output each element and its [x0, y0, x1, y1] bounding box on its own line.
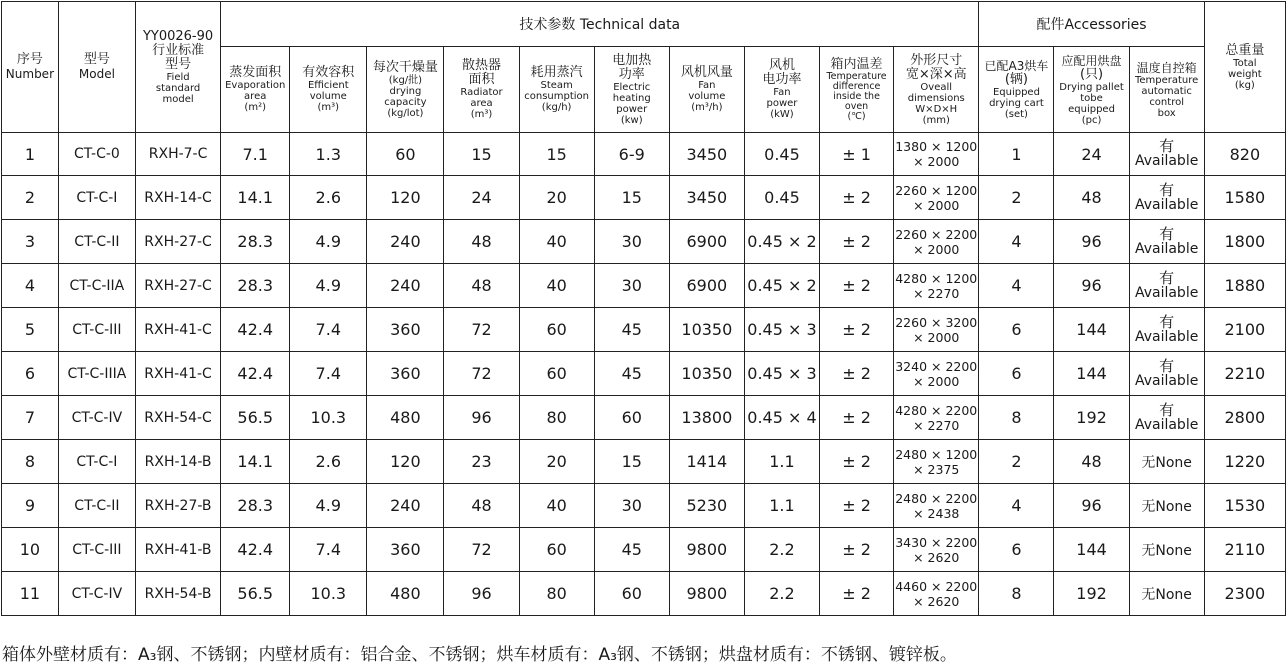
dimension-line-2: × 2000 — [913, 373, 960, 389]
row-control-box — [1129, 484, 1204, 528]
row-drying-pallet: 144 — [1054, 352, 1129, 396]
control-box-en: Available — [1134, 240, 1199, 257]
dimension-line-2: × 2270 — [913, 285, 960, 301]
row-model: CT-C-IV — [58, 396, 135, 440]
row-temp-difference: ± 2 — [820, 484, 894, 528]
header-radiator-area: 散热器 面积 Radiator area (m³) — [444, 47, 519, 133]
row-radiator-area: 48 — [444, 264, 519, 308]
row-temp-difference: ± 2 — [820, 396, 894, 440]
row-steam: 40 — [519, 220, 594, 264]
row-steam: 80 — [519, 572, 594, 616]
row-dimensions — [894, 396, 979, 440]
row-heating-power: 60 — [594, 572, 669, 616]
row-number: 8 — [2, 440, 59, 484]
table-row — [2, 572, 1286, 616]
row-steam: 15 — [519, 133, 594, 176]
row-number: 2 — [2, 176, 59, 220]
row-volume: 7.4 — [290, 308, 367, 352]
row-heating-power: 45 — [594, 528, 669, 572]
row-fan-power: 1.1 — [744, 440, 819, 484]
control-box-cn: 有 — [1159, 356, 1175, 375]
row-model: CT-C-II — [58, 220, 135, 264]
control-box-cn: 有 — [1159, 224, 1175, 243]
row-fan-volume: 5230 — [669, 484, 744, 528]
row-radiator-area: 48 — [444, 220, 519, 264]
row-total-weight: 1220 — [1204, 440, 1285, 484]
row-fan-volume: 1414 — [669, 440, 744, 484]
row-drying-cart: 6 — [979, 352, 1054, 396]
spec-table — [1, 1, 1286, 616]
row-dimensions — [894, 220, 979, 264]
header-group-accessories: 配件Accessories — [979, 2, 1204, 47]
header-electric-heating-power: 电加热 功率 Electric heating power (kw) — [594, 47, 669, 133]
row-drying-cart: 2 — [979, 176, 1054, 220]
row-standard-model: RXH-27-C — [135, 264, 220, 308]
row-total-weight: 2100 — [1204, 308, 1285, 352]
row-heating-power: 30 — [594, 220, 669, 264]
row-fan-power: 1.1 — [744, 484, 819, 528]
row-evaporation-area: 28.3 — [221, 220, 290, 264]
row-fan-volume: 3450 — [669, 176, 744, 220]
row-radiator-area: 24 — [444, 176, 519, 220]
row-fan-volume: 9800 — [669, 528, 744, 572]
row-drying-cart: 8 — [979, 396, 1054, 440]
row-total-weight: 1530 — [1204, 484, 1285, 528]
row-standard-model: RXH-41-C — [135, 308, 220, 352]
row-volume: 4.9 — [290, 220, 367, 264]
row-volume: 4.9 — [290, 484, 367, 528]
row-volume: 10.3 — [290, 396, 367, 440]
row-total-weight: 1880 — [1204, 264, 1285, 308]
row-radiator-area: 72 — [444, 528, 519, 572]
dimension-line-1: 4460 × 2200 — [895, 578, 978, 594]
header-fan-power: 风机 电功率 Fan power (kW) — [744, 47, 819, 133]
dimension-line-2: × 2620 — [913, 593, 960, 609]
row-total-weight: 820 — [1204, 133, 1285, 176]
row-dimensions — [894, 133, 979, 176]
row-fan-power: 0.45 — [744, 133, 819, 176]
control-box-cn: 无None — [1141, 542, 1192, 559]
control-box-cn: 有 — [1159, 312, 1175, 331]
dimension-line-1: 4280 × 1200 — [895, 270, 978, 286]
row-volume: 10.3 — [290, 572, 367, 616]
row-radiator-area: 15 — [444, 133, 519, 176]
row-fan-power: 0.45 × 2 — [744, 220, 819, 264]
row-steam: 60 — [519, 308, 594, 352]
control-box-cn: 无None — [1141, 454, 1192, 471]
row-capacity: 120 — [367, 440, 444, 484]
row-drying-cart: 4 — [979, 484, 1054, 528]
row-dimensions — [894, 264, 979, 308]
row-capacity: 240 — [367, 264, 444, 308]
header-efficient-volume: 有效容积 Efficient volume (m³) — [290, 47, 367, 133]
row-fan-power: 0.45 × 3 — [744, 352, 819, 396]
row-evaporation-area: 42.4 — [221, 352, 290, 396]
row-model: CT-C-IIIA — [58, 352, 135, 396]
row-heating-power: 60 — [594, 396, 669, 440]
row-volume: 7.4 — [290, 528, 367, 572]
row-heating-power: 15 — [594, 440, 669, 484]
row-drying-cart: 4 — [979, 264, 1054, 308]
row-temp-difference: ± 2 — [820, 352, 894, 396]
header-temperature-control-box: 温度自控箱 Temperature automatic control box — [1129, 47, 1204, 133]
dimension-line-1: 2260 × 2200 — [895, 226, 978, 242]
row-volume: 2.6 — [290, 440, 367, 484]
row-number: 7 — [2, 396, 59, 440]
row-total-weight: 1580 — [1204, 176, 1285, 220]
row-radiator-area: 48 — [444, 484, 519, 528]
row-dimensions — [894, 528, 979, 572]
table-row — [2, 528, 1286, 572]
control-box-en: Available — [1134, 416, 1199, 433]
header-row-1 — [2, 2, 1286, 47]
row-fan-power: 0.45 × 3 — [744, 308, 819, 352]
control-box-cn: 有 — [1159, 137, 1175, 155]
row-temp-difference: ± 2 — [820, 176, 894, 220]
row-drying-pallet: 144 — [1054, 308, 1129, 352]
row-drying-cart: 6 — [979, 308, 1054, 352]
header-temperature-difference: 箱内温差 Temperature difference inside the oven (℃) — [820, 47, 894, 133]
row-drying-pallet: 192 — [1054, 572, 1129, 616]
row-standard-model: RXH-54-B — [135, 572, 220, 616]
row-fan-volume: 6900 — [669, 264, 744, 308]
row-steam: 60 — [519, 528, 594, 572]
control-box-cn: 无None — [1141, 586, 1192, 603]
control-box-en: Available — [1134, 196, 1199, 213]
dimension-line-2: × 2000 — [913, 241, 960, 257]
dimension-line-2: × 2438 — [913, 505, 960, 521]
row-control-box — [1129, 528, 1204, 572]
dimension-line-1: 2260 × 1200 — [895, 182, 978, 198]
row-temp-difference: ± 2 — [820, 528, 894, 572]
row-number: 6 — [2, 352, 59, 396]
row-radiator-area: 23 — [444, 440, 519, 484]
table-row — [2, 484, 1286, 528]
material-note: 箱体外壁材质有：A₃钢、不锈钢；内壁材质有：铝合金、不锈钢；烘车材质有：A₃钢、不锈钢；烘盘材质有：不锈钢、镀锌板。 — [2, 645, 957, 665]
row-model: CT-C-III — [58, 528, 135, 572]
control-box-cn: 有 — [1159, 268, 1175, 287]
row-radiator-area: 96 — [444, 396, 519, 440]
row-capacity: 240 — [367, 484, 444, 528]
row-dimensions — [894, 484, 979, 528]
control-box-cn: 有 — [1159, 180, 1175, 199]
row-model: CT-C-IV — [58, 572, 135, 616]
row-standard-model: RXH-41-B — [135, 528, 220, 572]
row-drying-pallet: 96 — [1054, 220, 1129, 264]
row-drying-pallet: 144 — [1054, 528, 1129, 572]
table-body — [2, 133, 1286, 616]
row-standard-model: RXH-14-B — [135, 440, 220, 484]
row-model: CT-C-I — [58, 176, 135, 220]
row-heating-power: 45 — [594, 308, 669, 352]
row-dimensions — [894, 176, 979, 220]
row-number: 1 — [2, 133, 59, 176]
row-volume: 2.6 — [290, 176, 367, 220]
row-number: 4 — [2, 264, 59, 308]
header-overall-dimensions: 外形尺寸 宽×深×高 Oveall dimensions W×D×H (mm) — [894, 47, 979, 133]
row-model: CT-C-II — [58, 484, 135, 528]
row-evaporation-area: 42.4 — [221, 308, 290, 352]
row-fan-power: 2.2 — [744, 528, 819, 572]
row-fan-volume: 3450 — [669, 133, 744, 176]
row-standard-model: RXH-41-C — [135, 352, 220, 396]
row-drying-pallet: 48 — [1054, 176, 1129, 220]
row-control-box — [1129, 220, 1204, 264]
row-evaporation-area: 56.5 — [221, 396, 290, 440]
dimension-line-1: 2480 × 2200 — [895, 490, 978, 506]
row-total-weight: 1800 — [1204, 220, 1285, 264]
row-number: 11 — [2, 572, 59, 616]
row-standard-model: RXH-27-B — [135, 484, 220, 528]
header-number: 序号 Number — [2, 2, 59, 133]
row-control-box — [1129, 352, 1204, 396]
control-box-en: Available — [1134, 328, 1199, 345]
header-steam-consumption: 耗用蒸汽 Steam consumption (kg/h) — [519, 47, 594, 133]
row-capacity: 60 — [367, 133, 444, 176]
table-row — [2, 396, 1286, 440]
row-number: 9 — [2, 484, 59, 528]
row-steam: 20 — [519, 176, 594, 220]
row-fan-volume: 10350 — [669, 308, 744, 352]
row-temp-difference: ± 2 — [820, 220, 894, 264]
row-control-box — [1129, 176, 1204, 220]
row-evaporation-area: 56.5 — [221, 572, 290, 616]
row-dimensions — [894, 440, 979, 484]
row-evaporation-area: 14.1 — [221, 440, 290, 484]
row-fan-volume: 13800 — [669, 396, 744, 440]
header-total-weight: 总重量 Total weight (kg) — [1204, 2, 1285, 133]
header-model: 型号 Model — [58, 2, 135, 133]
row-heating-power: 30 — [594, 264, 669, 308]
row-capacity: 360 — [367, 308, 444, 352]
dimension-line-2: × 2270 — [913, 417, 960, 433]
row-drying-pallet: 96 — [1054, 264, 1129, 308]
row-volume: 1.3 — [290, 133, 367, 176]
row-model: CT-C-IIA — [58, 264, 135, 308]
row-temp-difference: ± 2 — [820, 308, 894, 352]
row-control-box — [1129, 264, 1204, 308]
row-drying-cart: 8 — [979, 572, 1054, 616]
control-box-cn: 无None — [1141, 498, 1192, 515]
row-radiator-area: 72 — [444, 308, 519, 352]
row-steam: 80 — [519, 396, 594, 440]
row-temp-difference: ± 2 — [820, 572, 894, 616]
row-radiator-area: 72 — [444, 352, 519, 396]
row-fan-power: 0.45 × 4 — [744, 396, 819, 440]
table-row — [2, 133, 1286, 176]
row-model: CT-C-0 — [58, 133, 135, 176]
row-drying-pallet: 48 — [1054, 440, 1129, 484]
table-row — [2, 264, 1286, 308]
table-row — [2, 352, 1286, 396]
row-drying-pallet: 96 — [1054, 484, 1129, 528]
header-drying-capacity: 每次干燥量 (kg/批) drying capacity (kg/lot) — [367, 47, 444, 133]
row-control-box — [1129, 308, 1204, 352]
row-evaporation-area: 14.1 — [221, 176, 290, 220]
row-capacity: 480 — [367, 396, 444, 440]
table-row — [2, 308, 1286, 352]
row-dimensions — [894, 352, 979, 396]
row-radiator-area: 96 — [444, 572, 519, 616]
row-drying-cart: 4 — [979, 220, 1054, 264]
row-drying-pallet: 192 — [1054, 396, 1129, 440]
row-dimensions — [894, 308, 979, 352]
header-equipped-drying-cart: 已配A3烘车 (辆) Equipped drying cart (set) — [979, 47, 1054, 133]
row-model: CT-C-III — [58, 308, 135, 352]
row-capacity: 360 — [367, 352, 444, 396]
row-control-box — [1129, 572, 1204, 616]
row-control-box — [1129, 133, 1204, 176]
row-drying-cart: 1 — [979, 133, 1054, 176]
row-standard-model: RXH-54-C — [135, 396, 220, 440]
header-drying-pallet: 应配用烘盘 (只) Drying pallet tobe equipped (pc) — [1054, 47, 1129, 133]
row-standard-model: RXH-7-C — [135, 133, 220, 176]
dimension-line-2: × 2000 — [913, 329, 960, 345]
row-temp-difference: ± 1 — [820, 133, 894, 176]
row-evaporation-area: 28.3 — [221, 264, 290, 308]
row-drying-pallet: 24 — [1054, 133, 1129, 176]
table-row — [2, 220, 1286, 264]
row-fan-power: 0.45 × 2 — [744, 264, 819, 308]
row-evaporation-area: 28.3 — [221, 484, 290, 528]
row-heating-power: 6-9 — [594, 133, 669, 176]
row-heating-power: 30 — [594, 484, 669, 528]
row-total-weight: 2300 — [1204, 572, 1285, 616]
row-dimensions — [894, 572, 979, 616]
header-fan-volume: 风机风量 Fan volume (m³/h) — [669, 47, 744, 133]
row-number: 10 — [2, 528, 59, 572]
row-drying-cart: 2 — [979, 440, 1054, 484]
dimension-line-1: 2260 × 3200 — [895, 314, 978, 330]
row-number: 3 — [2, 220, 59, 264]
row-drying-cart: 6 — [979, 528, 1054, 572]
row-total-weight: 2110 — [1204, 528, 1285, 572]
row-control-box — [1129, 396, 1204, 440]
row-standard-model: RXH-14-C — [135, 176, 220, 220]
header-field-standard-model: YY0026-90 行业标准 型号 Field standard model — [135, 2, 220, 133]
dimension-line-1: 1380 × 1200 — [895, 139, 978, 154]
row-steam: 40 — [519, 264, 594, 308]
row-control-box — [1129, 440, 1204, 484]
row-fan-volume: 6900 — [669, 220, 744, 264]
dimension-line-2: × 2000 — [913, 197, 960, 213]
row-capacity: 360 — [367, 528, 444, 572]
row-temp-difference: ± 2 — [820, 440, 894, 484]
dimension-line-2: × 2000 — [913, 154, 960, 169]
control-box-en: Available — [1134, 372, 1199, 389]
dimension-line-1: 2480 × 1200 — [895, 446, 978, 462]
control-box-cn: 有 — [1159, 400, 1175, 419]
row-volume: 7.4 — [290, 352, 367, 396]
row-steam: 40 — [519, 484, 594, 528]
row-heating-power: 45 — [594, 352, 669, 396]
row-model: CT-C-I — [58, 440, 135, 484]
row-number: 5 — [2, 308, 59, 352]
row-capacity: 480 — [367, 572, 444, 616]
row-fan-volume: 9800 — [669, 572, 744, 616]
row-evaporation-area: 7.1 — [221, 133, 290, 176]
row-fan-power: 0.45 — [744, 176, 819, 220]
header-evaporation-area: 蒸发面积 Evaporation area (m²) — [221, 47, 290, 133]
row-heating-power: 15 — [594, 176, 669, 220]
row-volume: 4.9 — [290, 264, 367, 308]
row-evaporation-area: 42.4 — [221, 528, 290, 572]
row-steam: 20 — [519, 440, 594, 484]
row-total-weight: 2210 — [1204, 352, 1285, 396]
row-steam: 60 — [519, 352, 594, 396]
dimension-line-1: 3430 × 2200 — [895, 534, 978, 550]
table-row — [2, 440, 1286, 484]
row-fan-power: 2.2 — [744, 572, 819, 616]
dimension-line-1: 4280 × 2200 — [895, 402, 978, 418]
row-fan-volume: 10350 — [669, 352, 744, 396]
dimension-line-2: × 2375 — [913, 461, 960, 477]
row-standard-model: RXH-27-C — [135, 220, 220, 264]
row-total-weight: 2800 — [1204, 396, 1285, 440]
row-capacity: 240 — [367, 220, 444, 264]
row-capacity: 120 — [367, 176, 444, 220]
dimension-line-2: × 2620 — [913, 549, 960, 565]
header-group-technical-data: 技术参数 Technical data — [221, 2, 979, 47]
table-row — [2, 176, 1286, 220]
control-box-en: Available — [1134, 284, 1199, 301]
row-temp-difference: ± 2 — [820, 264, 894, 308]
control-box-en: Available — [1134, 153, 1199, 169]
dimension-line-1: 3240 × 2200 — [895, 358, 978, 374]
